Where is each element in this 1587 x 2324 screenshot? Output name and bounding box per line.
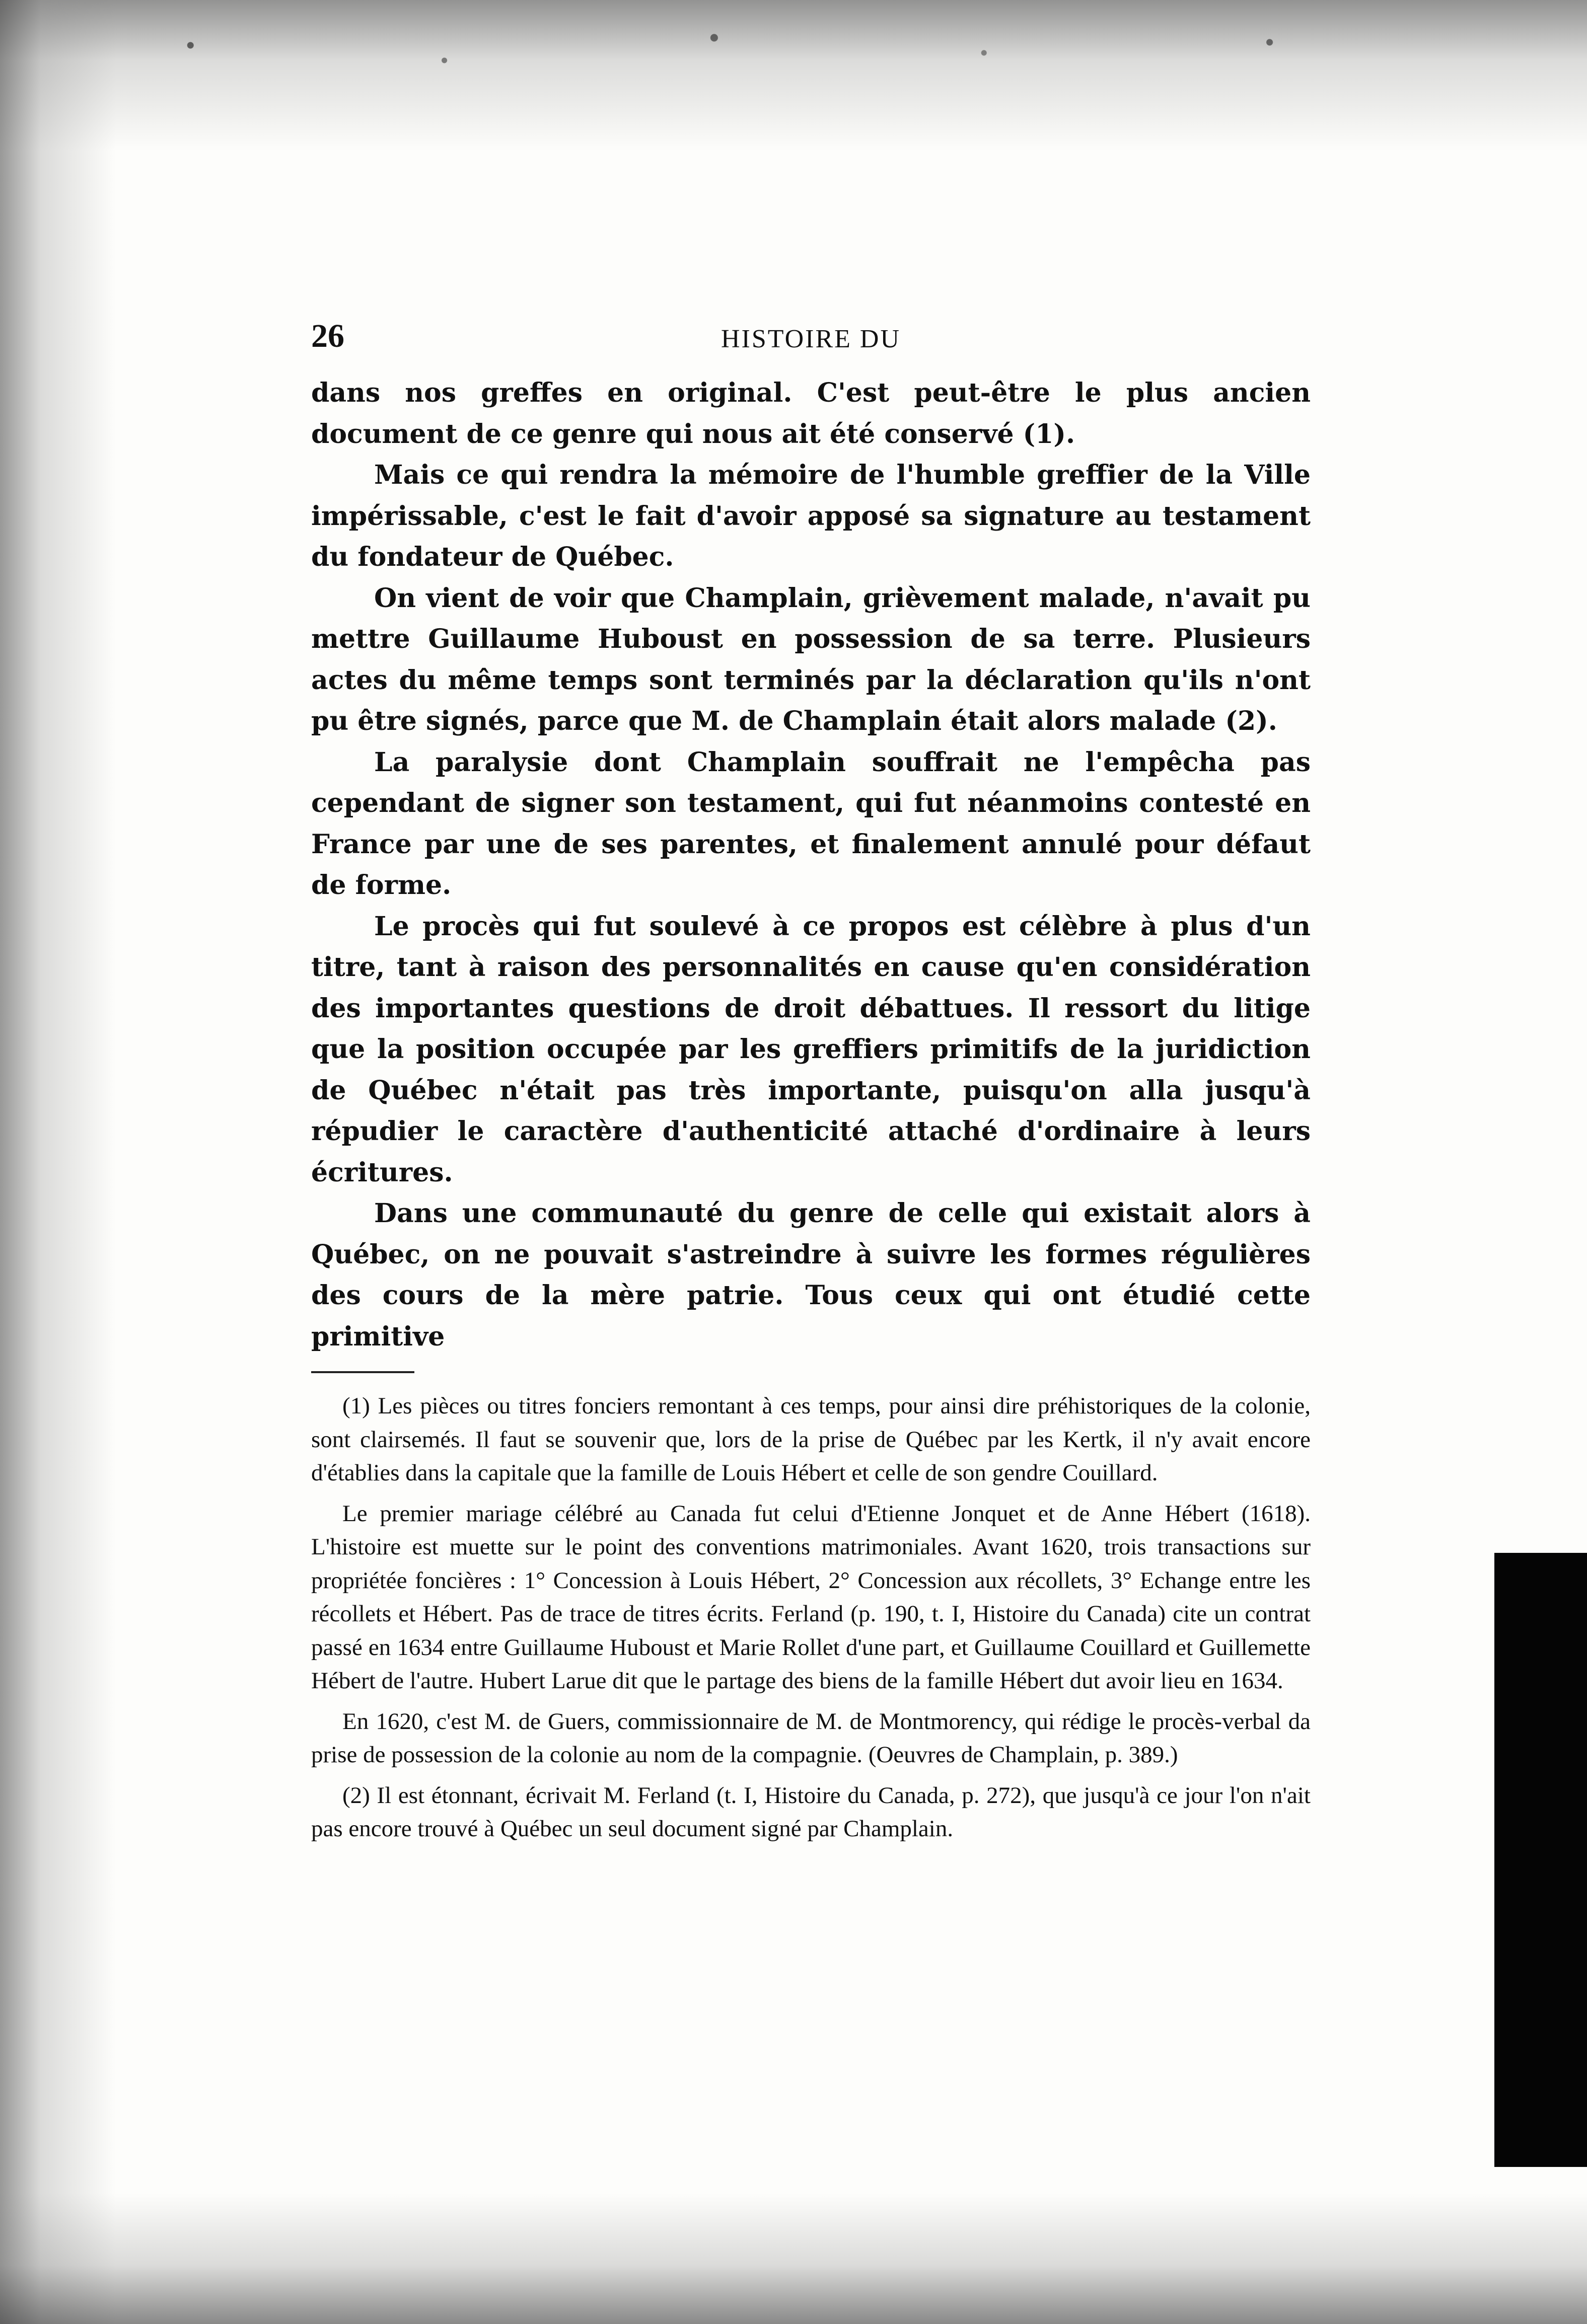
page-number: 26 bbox=[311, 318, 344, 354]
body-paragraph: dans nos greffes en original. C'est peut-être le plus ancien document de ce genre qui nous ait été conservé (1). bbox=[311, 378, 1311, 449]
scan-edge-bottom bbox=[0, 2193, 1587, 2324]
page-header bbox=[311, 317, 1311, 372]
footnote-divider bbox=[311, 1371, 414, 1373]
body-paragraph: Le procès qui fut soulevé à ce propos est célèbre à plus d'un titre, tant à raison des personnalités en cause qu'en considération des importantes questions de droit débattues. Il ressort du litige que la position occupée par les greffiers primitifs de la juridiction de Québec n'était pas très importante, puisqu'on alla jusqu'à répudier le caractère d'authenticité attaché d'ordinaire à leurs écritures. bbox=[311, 911, 1311, 1188]
body-paragraph: On vient de voir que Champlain, grièvement malade, n'avait pu mettre Guillaume Huboust en possession de sa terre. Plusieurs actes du même temps sont terminés par la déclaration qu'ils n'ont pu être signés, parce que M. de Champlain était alors malade (2). bbox=[311, 582, 1311, 736]
page-content bbox=[311, 317, 1311, 1846]
body-paragraph: Mais ce qui rendra la mémoire de l'humble greffier de la Ville impérissable, c'est le fait d'avoir apposé sa signature au testament du fondateur de Québec. bbox=[311, 460, 1311, 572]
running-head: HISTOIRE DU bbox=[720, 325, 901, 353]
footnote: Le premier mariage célébré au Canada fut celui d'Etienne Jonquet et de Anne Hébert (1618). L'histoire est muette sur le point des conventions matrimoniales. Avant 1620, trois transactions sur propriétée foncières : 1° Concession à Louis Hébert, 2° Concession aux récollets, 3° Echange entre les récollets et Hébert. Pas de trace de titres écrits. Ferland (p. 190, t. I, Histoire du Canada) cite un contrat passé en 1634 entre Guillaume Huboust et Marie Rollet d'une part, et Guillaume Couillard et Guillemette Hébert de l'autre. Hubert Larue dit que le partage des biens de la famille Hébert dut avoir lieu en 1634. bbox=[311, 1500, 1311, 1694]
body-paragraph: La paralysie dont Champlain souffrait ne l'empêcha pas cependant de signer son testament, qui fut néanmoins contesté en France par une de ses parentes, et finalement annulé pour défaut de forme. bbox=[311, 746, 1311, 901]
scan-margin-bar bbox=[1494, 1553, 1587, 2167]
body-paragraph: Dans une communauté du genre de celle qui existait alors à Québec, on ne pouvait s'astreindre à suivre les formes régulières des cours de la mère patrie. Tous ceux qui ont étudié cette primitive bbox=[311, 1198, 1311, 1352]
scan-edge-left bbox=[0, 0, 116, 2324]
scan-edge-top bbox=[0, 0, 1587, 151]
footnote: (1) Les pièces ou titres fonciers remontant à ces temps, pour ainsi dire préhistoriques de la colonie, sont clairsemés. Il faut se souvenir que, lors de la prise de Québec par les Kertk, il n'y avait encore d'établies dans la capitale que la famille de Louis Hébert et celle de son gendre Couillard. bbox=[311, 1393, 1311, 1486]
footnote: En 1620, c'est M. de Guers, commissionnaire de M. de Montmorency, qui rédige le procès-verbal da prise de possession de la colonie au nom de la compagnie. (Oeuvres de Champlain, p. 389.) bbox=[311, 1708, 1311, 1768]
footnote: (2) Il est étonnant, écrivait M. Ferland (t. I, Histoire du Canada, p. 272), que jusqu'à ce jour l'on n'ait pas encore trouvé à Québec un seul document signé par Champlain. bbox=[311, 1782, 1311, 1842]
